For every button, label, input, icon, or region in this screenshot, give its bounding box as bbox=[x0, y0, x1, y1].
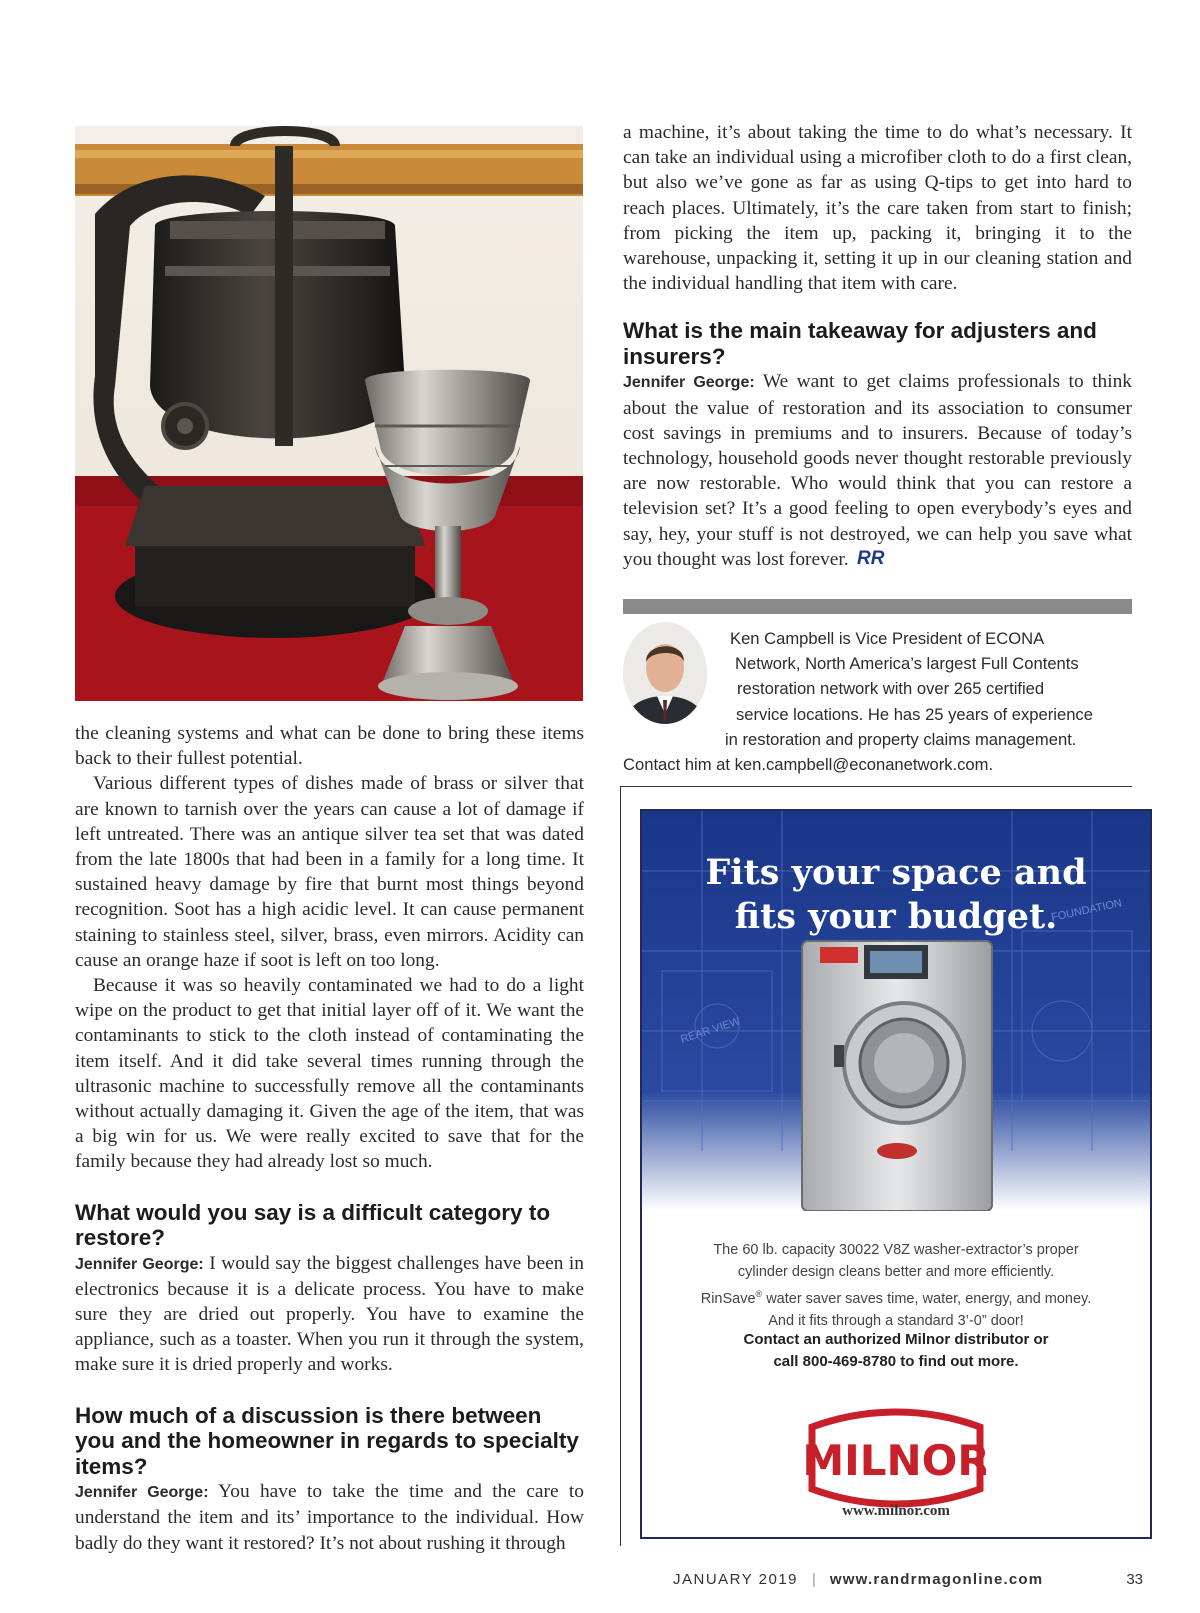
answer-paragraph bbox=[75, 1479, 584, 1556]
footer-separator: | bbox=[812, 1571, 816, 1588]
question-heading: What would you say is a difficult category to restore? bbox=[75, 1199, 551, 1251]
bio-line: restoration network with over 265 certified bbox=[737, 679, 1045, 699]
right-column bbox=[623, 120, 1132, 574]
ad-call-to-action: Contact an authorized Milnor distributor or call 800-469-8780 to find out more. bbox=[743, 1331, 1049, 1370]
page-footer bbox=[673, 1571, 1143, 1588]
paragraph: Because it was so heavily contaminated we had to do a light wipe on the product to get that initial layer off of it. We want the contaminants to stick to the cloth instead of contaminating the item itself. And it did take several times running through the ultrasonic machine to successfully remove all the contaminants without actually damaging it. Given the age of the item, that was a big win for us. We were really excited to save that for the family because they had already lost so much. bbox=[75, 975, 584, 1173]
bio-divider bbox=[623, 599, 1132, 614]
rr-end-mark-icon bbox=[857, 547, 891, 574]
paragraph: the cleaning systems and what can be done to bring these items back to their fullest potential. bbox=[75, 723, 584, 770]
answer-paragraph bbox=[623, 369, 1132, 574]
answer-text: I would say the biggest challenges have been in electronics because it is a delicate process. You have to make sure they are dried out properly. You have to examine the appliance, such as a toaster. When you run it through the system, make sure it is dried properly and works. bbox=[75, 1252, 584, 1376]
bio-line: Network, North America’s largest Full Contents bbox=[735, 654, 1079, 674]
ad-body-copy: The 60 lb. capacity 30022 V8Z washer-extractor’s proper cylinder design cleans better and more efficiently. RinSave® water saver saves time, water, energy, and money. And it fits through a standard 3’-0” door! bbox=[700, 1242, 1092, 1329]
issue-date: JANUARY 2019 bbox=[673, 1571, 799, 1588]
ad-headline: Fits your space and fits your budget. bbox=[705, 852, 1087, 937]
answer-text: We want to get claims professionals to think about the value of restoration and its association to consumer cost savings in premiums and to insurers. Because of today’s technology, household goods never thought restorable previously are now restorable. Who would think that you can restore a television set? It’s a good feeling to open everybody’s eyes and say, hey, your stuff is not destroyed, we can help you save what you thought was lost forever. bbox=[623, 371, 1132, 570]
speaker-name: Jennifer George: bbox=[75, 1484, 209, 1502]
milnor-advertisement[interactable] bbox=[640, 809, 1152, 1539]
blueprint-label: REAR VIEW bbox=[679, 1015, 742, 1046]
author-bio bbox=[623, 626, 1143, 777]
speaker-name: Jennifer George: bbox=[623, 374, 755, 392]
answer-text: You have to take the time and the care to understand the item and its’ importance to the individual. How badly do they want it restored? It’s not about rushing it through bbox=[75, 1481, 585, 1554]
bio-line: service locations. He has 25 years of experience bbox=[736, 704, 1093, 724]
page-number: 33 bbox=[1126, 1571, 1143, 1588]
article-photo bbox=[75, 126, 583, 701]
bio-line: Contact him at ken.campbell@econanetwork.com. bbox=[623, 755, 994, 775]
svg-text:RR: RR bbox=[856, 547, 885, 567]
site-link[interactable]: www.randrmagonline.com bbox=[829, 1571, 1044, 1588]
teapot-goblet-illustration bbox=[75, 126, 583, 701]
question-heading: What is the main takeaway for adjusters and insurers? bbox=[623, 318, 1097, 369]
bio-line: in restoration and property claims management. bbox=[725, 729, 1077, 749]
left-column bbox=[75, 721, 584, 1556]
milnor-logo[interactable] bbox=[806, 1403, 986, 1513]
paragraph: a machine, it’s about taking the time to do what’s necessary. It can take an individual using a microfiber cloth to do a first clean, but also we’ve gone as far as using Q-tips to get into hard to reach places. Ultimately, it’s the care taken from start to finish; from picking the item up, packing it, bringing it to the warehouse, unpacking it, setting it up in our cleaning station and the individual handling that item with care. bbox=[623, 122, 1132, 295]
blueprint-label: FOUNDATION bbox=[1050, 897, 1123, 924]
bio-line: Ken Campbell is Vice President of ECONA bbox=[730, 629, 1045, 648]
question-heading: How much of a discussion is there between you and the homeowner in regards to specialty items? bbox=[75, 1402, 579, 1479]
svg-text:MILNOR: MILNOR bbox=[806, 1436, 986, 1485]
speaker-name: Jennifer George: bbox=[75, 1255, 204, 1273]
ad-url[interactable]: www.milnor.com bbox=[842, 1503, 950, 1519]
paragraph: Various different types of dishes made of brass or silver that are known to tarnish over the years can cause a lot of damage if left untreated. There was an antique silver tea set that was dated from the late 1800s that had been in a family for a long time. It sustained heavy damage by fire that burnt most things beyond recognition. Soot has a high acidic level. It can cause permanent staining to stainless steel, silver, brass, even mirrors. Acidity can cause an orange haze if soot is left on too long. bbox=[75, 773, 584, 971]
answer-paragraph bbox=[75, 1251, 584, 1378]
